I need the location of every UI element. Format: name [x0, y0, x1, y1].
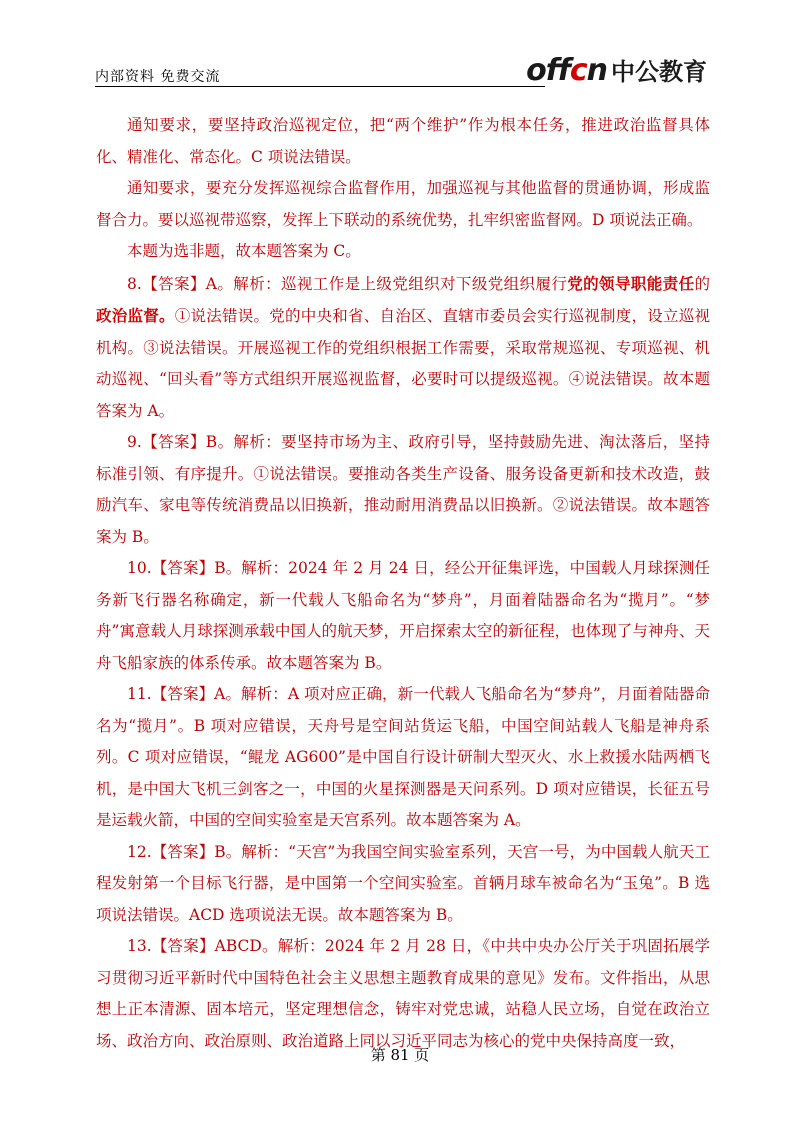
page-number: 第 81 页	[370, 1046, 430, 1064]
paragraph: 12.【答案】B。解析：“天宫”为我国空间实验室系列，天宫一号，为中国载人航天工程发射第一个目标飞行器，是中国第一个空间实验室。首辆月球车被命名为“玉兔”。B 选项说法错误。ACD 选项说法无误。故本题答案为 B。	[96, 842, 710, 924]
paragraph: 本题为选非题，故本题答案为 C。	[127, 242, 361, 260]
paragraph: 9.【答案】B。解析：要坚持市场为主、政府引导，坚持鼓励先进、淘汰落后，坚持标准引领、有序提升。①说法错误。要推动各类生产设备、服务设备更新和技术改造，鼓励汽车、家电等传统消费品以旧换新，推动耐用消费品以旧换新。②说法错误。故本题答案为 B。	[96, 433, 710, 546]
text-run: 8.【答案】A。解析：巡视工作是上级党组织对下级党组织履行	[127, 274, 568, 293]
paragraph: 11.【答案】A。解析：A 项对应正确，新一代载人飞船命名为“梦舟”，月面着陆器命名为“揽月”。B 项对应错误，天舟号是空间站货运飞船，中国空间站载人飞船是神舟系列。C 项对应错误，“鲲龙 AG600”是中国自行设计研制大型灭火、水上救援水陆两栖飞机，是中国大飞机三剑客之一，中国的火星探测器是天问系列。D 项对应错误，长征五号是运载火箭，中国的空间实验室是天宫系列。故本题答案为 A。	[96, 685, 710, 829]
paragraph: 10.【答案】B。解析：2024 年 2 月 24 日，经公开征集评选，中国载人月球探测任务新飞行器名称确定，新一代载人飞船命名为“梦舟”，月面着陆器命名为“揽月”。“梦舟”寓意载人月球探测承载中国人的航天梦，开启探索太空的新征程，也体现了与神舟、天舟飞船家族的体系传承。故本题答案为 B。	[96, 559, 710, 672]
paragraph: 通知要求，要坚持政治巡视定位，把“两个维护”作为根本任务，推进政治监督具体化、精准化、常态化。C 项说法错误。	[96, 116, 710, 166]
logo-latin-b: c	[569, 53, 587, 88]
logo-latin-a: off	[526, 53, 570, 88]
header-rule	[95, 86, 545, 87]
text-run: 的	[694, 274, 710, 293]
logo-latin-c: n	[586, 53, 607, 88]
paragraph: 13.【答案】ABCD。解析：2024 年 2 月 28 日，《中共中央办公厅关于巩固拓展学习贯彻习近平新时代中国特色社会主义思想主题教育成果的意见》发布。文件指出，从思想上正本清源、固本培元，坚定理想信念，铸牢对党忠诚，站稳人民立场，自觉在政治立场、政治方向、政治原则、政治道路上同以习近平同志为核心的党中央保持高度一致，	[96, 937, 710, 1050]
paragraph: 通知要求，要充分发挥巡视综合监督作用，加强巡视与其他监督的贯通协调，形成监督合力。要以巡视带巡察，发挥上下联动的系统优势，扎牢织密监督网。D 项说法正确。	[96, 179, 710, 229]
paragraph-q8	[96, 268, 710, 428]
logo-latin	[526, 53, 607, 88]
logo-cjk: 中公教育	[611, 58, 707, 86]
emphasis-text: 政治监督。	[96, 306, 175, 325]
emphasis-text: 党的领导职能责任	[567, 273, 695, 293]
page-content	[96, 110, 710, 1057]
offcn-logo	[526, 53, 707, 88]
text-run: ①说法错误。党的中央和省、自治区、直辖市委员会实行巡视制度，设立巡视机构。③说法错误。开展巡视工作的党组织根据工作需要，采取常规巡视、专项巡视、机动巡视、“回头看”等方式组织开展巡视监督，必要时可以提级巡视。④说法错误。故本题答案为 A。	[96, 307, 710, 420]
header-left-text: 内部资料 免费交流	[95, 69, 221, 85]
